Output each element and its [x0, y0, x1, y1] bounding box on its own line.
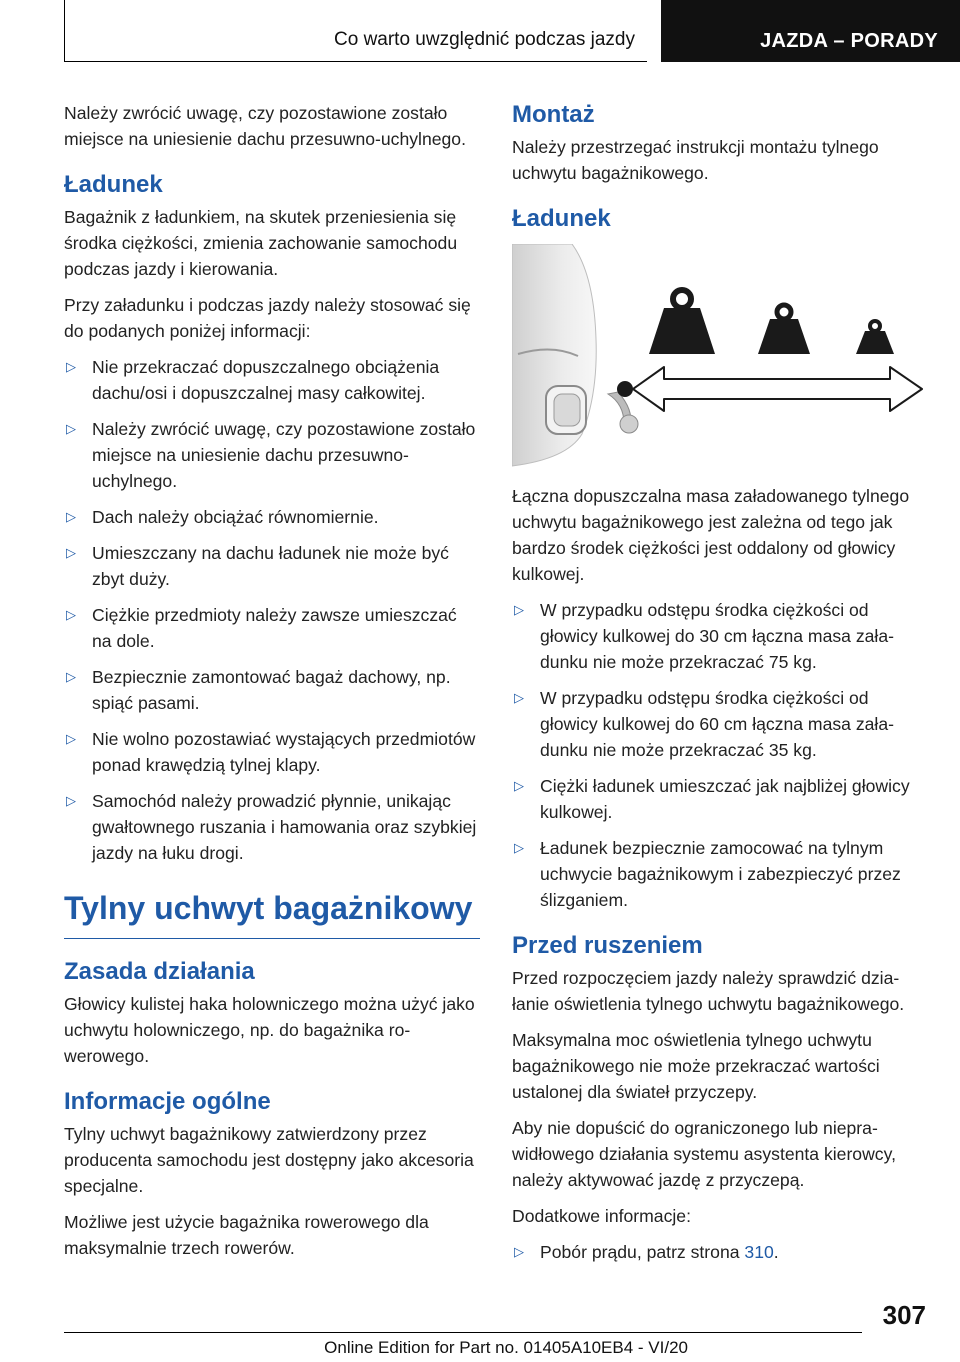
list-item: ▷ Ciężkie przedmioty należy zawsze umieszczać na dole. [64, 602, 480, 654]
header-chapter-title: JAZDA – PORADY [760, 30, 938, 52]
triangle-right-outline-icon: ▷ [514, 1244, 524, 1259]
weight-medium-icon [758, 305, 810, 354]
right-column [512, 100, 928, 1275]
footer-divider [64, 1332, 862, 1333]
info-heading: Informacje ogólne [64, 1088, 271, 1115]
list-item: ▷ W przypadku odstępu środka ciężkości od głowicy kulkowej do 30 cm łączna masa załadunku nie może przekraczać 75 kg. [512, 597, 928, 675]
left-column [64, 100, 480, 1271]
footer-edition-text: Online Edition for Part no. 01405A10EB4 - VI/20 [324, 1338, 688, 1357]
ladunek-paragraph-right: Łączna dopuszczalna masa załadowanego tylnego uchwytu bagażnikowego jest zależna od tego jak bardzo środek ciężkości jest oddalony od głowicy kulkowej. [512, 486, 910, 584]
triangle-right-outline-icon: ▷ [66, 545, 76, 560]
weight-small-icon [856, 321, 894, 354]
triangle-right-outline-icon: ▷ [514, 602, 524, 617]
triangle-right-outline-icon: ▷ [66, 793, 76, 808]
triangle-right-outline-icon: ▷ [66, 669, 76, 684]
load-limits-bullet-list [512, 597, 928, 913]
ladunek-heading-left: Ładunek [64, 171, 163, 198]
list-item: ▷ Dach należy obciążać równomiernie. [64, 504, 480, 530]
triangle-right-outline-icon: ▷ [514, 690, 524, 705]
triangle-right-outline-icon: ▷ [66, 509, 76, 524]
page-reference-link[interactable]: 310 [744, 1242, 774, 1262]
montaz-paragraph: Należy przestrzegać instrukcji montażu tylnego uchwytu bagażnikowego. [512, 137, 879, 183]
list-item: ▷ Ciężki ładunek umieszczać jak najbliżej głowicy kulkowej. [512, 773, 928, 825]
list-item: ▷ Nie przekraczać dopuszczalnego obciążenia dachu/osi i dopuszczalnej masy całkowitej. [64, 354, 480, 406]
ladunek-heading-right: Ładunek [512, 205, 611, 232]
main-section-heading: Tylny uchwyt bagażnikowy [64, 888, 480, 939]
distance-double-arrow [633, 367, 922, 411]
list-item: ▷ Nie wolno pozostawiać wystających przedmiotów ponad krawędzią tylnej klapy. [64, 726, 480, 778]
intro-paragraph: Należy zwrócić uwagę, czy pozostawione zostało miejsce na uniesienie dachu przesuwno-uchylnego. [64, 103, 466, 149]
ladunek-bullet-list [64, 354, 480, 866]
ball-head-dot [617, 381, 633, 397]
list-item: ▷ W przypadku odstępu środka ciężkości od głowicy kulkowej do 60 cm łączna masa załadunku nie może przekraczać 35 kg. [512, 685, 928, 763]
przed-paragraph-3: Aby nie dopuścić do ograniczonego lub nieprawidłowego działania systemu asystenta kierowcy, należy aktywować jazdę z przyczepą. [512, 1118, 896, 1190]
page-header [0, 0, 960, 66]
info-paragraph-1: Tylny uchwyt bagażnikowy zatwierdzony przez producenta samochodu jest dostępny jako akcesoria specjalne. [64, 1124, 474, 1196]
triangle-right-outline-icon: ▷ [66, 731, 76, 746]
list-item: ▷ Pobór prądu, patrz strona 310. [512, 1239, 928, 1265]
montaz-heading: Montaż [512, 101, 595, 128]
przed-paragraph-1: Przed rozpoczęciem jazdy należy sprawdzić działanie oświetlenia tylnego uchwytu bagażnikowego. [512, 968, 905, 1014]
load-distance-illustration [512, 244, 928, 469]
triangle-right-outline-icon: ▷ [66, 607, 76, 622]
zasada-paragraph: Głowicy kulistej haka holowniczego można użyć jako uchwytu holowniczego, np. do bagażnika rowerowego. [64, 994, 475, 1066]
ladunek-paragraph-2: Przy załadunku i podczas jazdy należy stosować się do podanych poniżej informacji: [64, 295, 471, 341]
page-number: 307 [882, 1300, 926, 1330]
weight-large-icon [649, 290, 715, 354]
list-item: ▷ Umieszczany na dachu ładunek nie może być zbyt duży. [64, 540, 480, 592]
list-item: ▷ Samochód należy prowadzić płynnie, unikając gwałtownego ruszania i hamowania oraz szybkiej jazdy na łuku drogi. [64, 788, 480, 866]
przed-paragraph-4: Dodatkowe informacje: [512, 1206, 691, 1226]
header-section-title: Co warto uwzględnić podczas jazdy [334, 29, 635, 50]
additional-info-list [512, 1239, 928, 1265]
info-paragraph-2: Możliwe jest użycie bagażnika rowerowego dla maksymalnie trzech rowerów. [64, 1212, 429, 1258]
header-chapter-box [661, 0, 960, 62]
triangle-right-outline-icon: ▷ [514, 840, 524, 855]
przed-paragraph-2: Maksymalna moc oświetlenia tylnego uchwytu bagażnikowego nie może przekraczać wartości ustalonej dla świateł przyczepy. [512, 1030, 880, 1102]
ladunek-paragraph-1: Bagażnik z ładunkiem, na skutek przeniesienia się środka ciężkości, zmienia zachowanie samochodu podczas jazdy i kierowania. [64, 207, 458, 279]
header-section-box [64, 0, 647, 62]
przed-heading: Przed ruszeniem [512, 932, 703, 959]
list-item: ▷ Ładunek bezpiecznie zamocować na tylnym uchwycie bagażnikowym i zabezpieczyć przez ślizganiem. [512, 835, 928, 913]
list-item: ▷ Bezpiecznie zamontować bagaż dachowy, np. spiąć pasami. [64, 664, 480, 716]
car-rear-illustration [512, 244, 596, 466]
list-item: ▷ Należy zwrócić uwagę, czy pozostawione zostało miejsce na uniesienie dachu przesuwno-uchylnego. [64, 416, 480, 494]
triangle-right-outline-icon: ▷ [514, 778, 524, 793]
triangle-right-outline-icon: ▷ [66, 421, 76, 436]
zasada-heading: Zasada działania [64, 958, 255, 985]
tow-hook-illustration [608, 392, 638, 433]
triangle-right-outline-icon: ▷ [66, 359, 76, 374]
